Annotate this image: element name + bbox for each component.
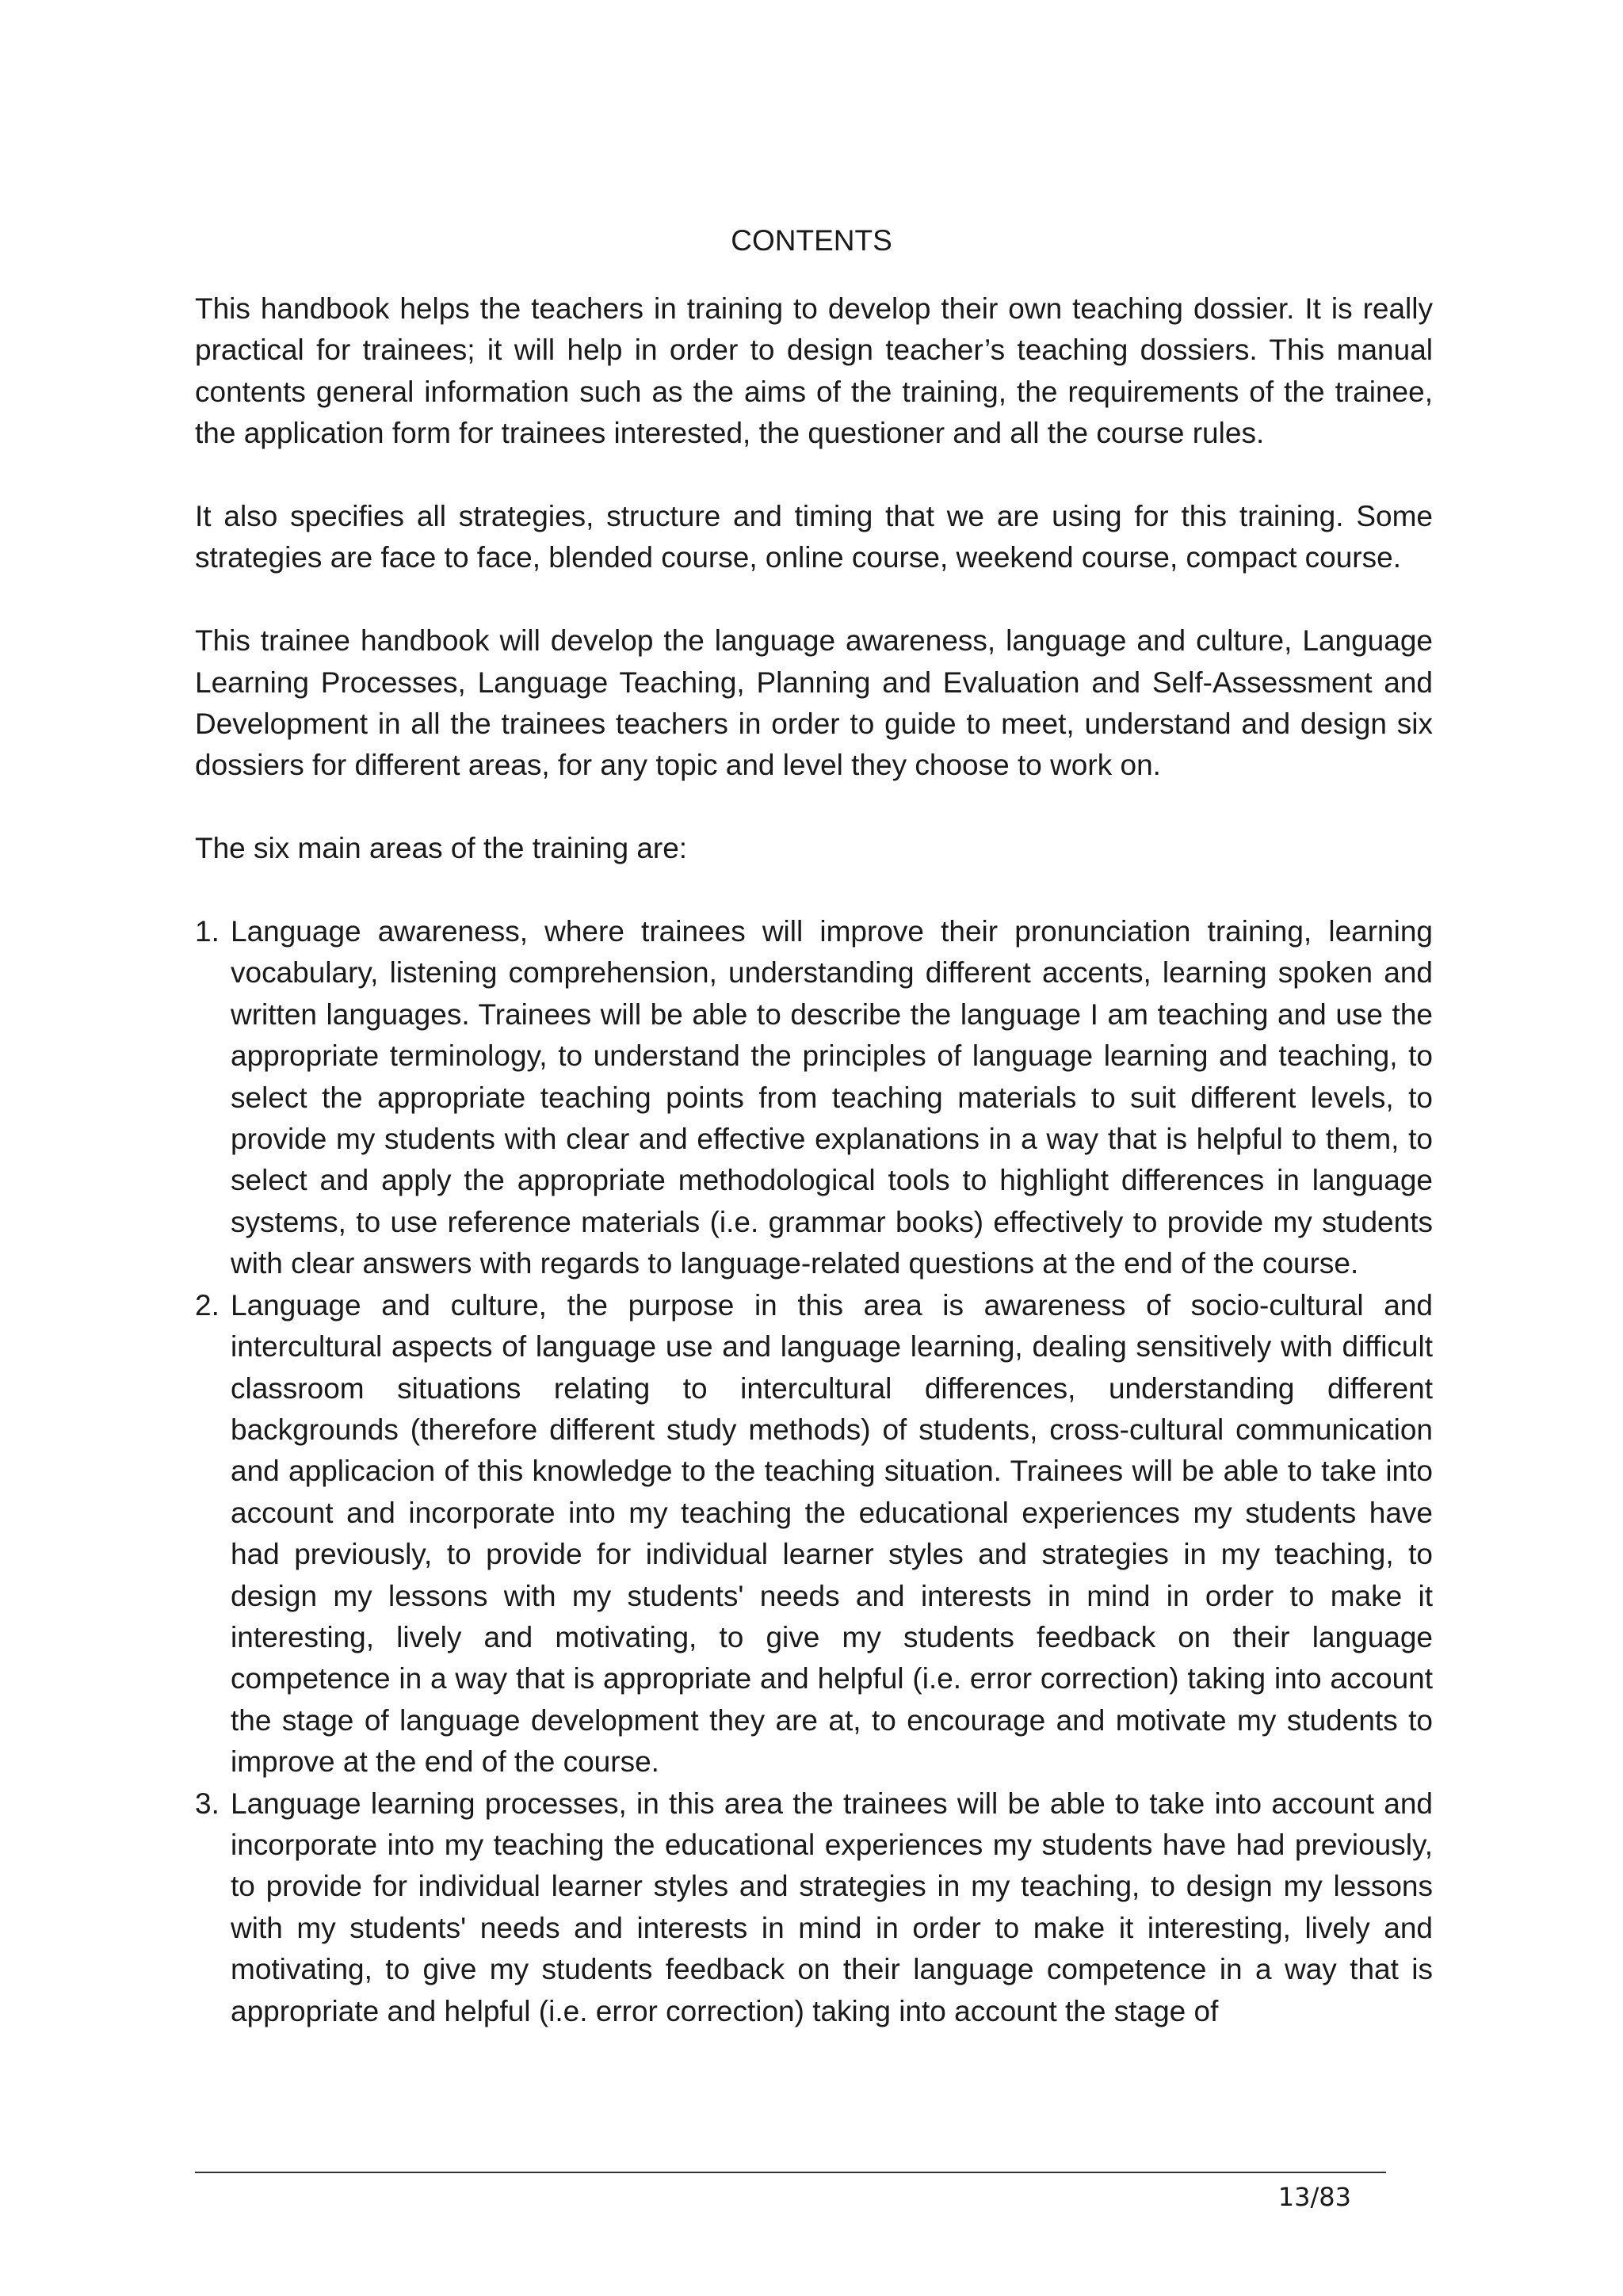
list-item-number: 1. [195, 915, 220, 948]
list-item [195, 1285, 1433, 1783]
page-number: 13/83 [1277, 2182, 1351, 2212]
list-item-text: Language learning processes, in this area the trainees will be able to take into account and incorporate into my teaching the educational experiences my students have had previously, to provide for individual learner styles and strategies in my teaching, to design my lessons with my students' needs and interests in mind in order to make it interesting, lively and motivating, to give my students feedback on their language competence in a way that is appropriate and helpful (i.e. error correction) taking into account the stage of [231, 1787, 1433, 2027]
page-title: CONTENTS [731, 224, 892, 257]
list-item-text: Language awareness, where trainees will improve their pronunciation training, learning vocabulary, listening comprehension, understanding different accents, learning spoken and written languages. Trainees will be able to describe the language I am teaching and use the appropriate terminology, to understand the principles of language learning and teaching, to select the appropriate teaching points from teaching materials to suit different levels, to provide my students with clear and effective explanations in a way that is helpful to them, to select and apply the appropriate methodological tools to highlight differences in language systems, to use reference materials (i.e. grammar books) effectively to provide my students with clear answers with regards to language-related questions at the end of the course. [231, 915, 1433, 1280]
list-item [195, 1783, 1433, 2032]
training-areas-list [195, 911, 1433, 2032]
areas-intro: The six main areas of the training are: [195, 832, 688, 865]
development-paragraph: This trainee handbook will develop the language awareness, language and culture, Language Learning Processes, Language Teaching, Planning and Evaluation and Self-Assessment and Development in all the trainees teachers in order to guide to meet, understand and design six dossiers for different areas, for any topic and level they choose to work on. [195, 624, 1433, 782]
list-item-text: Language and culture, the purpose in this area is awareness of socio-cultural and intercultural aspects of language use and language learning, dealing sensitively with difficult classroom situations relating to intercultural differences, understanding different backgrounds (therefore different study methods) of students, cross-cultural communication and applicacion of this knowledge to the teaching situation. Trainees will be able to take into account and incorporate into my teaching the educational experiences my students have had previously, to provide for individual learner styles and strategies in my teaching, to design my lessons with my students' needs and interests in mind in order to make it interesting, lively and motivating, to give my students feedback on their language competence in a way that is appropriate and helpful (i.e. error correction) taking into account the stage of language development they are at, to encourage and motivate my students to improve at the end of the course. [231, 1288, 1433, 1779]
list-item [195, 911, 1433, 1285]
footer-divider [195, 2172, 1386, 2173]
list-item-number: 3. [195, 1787, 220, 1820]
strategies-paragraph: It also specifies all strategies, structure and timing that we are using for this training. Some strategies are face to face, blended course, online course, weekend course, compact course. [195, 500, 1433, 574]
list-item-number: 2. [195, 1288, 220, 1322]
intro-paragraph: This handbook helps the teachers in training to develop their own teaching dossier. It is really practical for trainees; it will help in order to design teacher’s teaching dossiers. This manual contents general information such as the aims of the training, the requirements of the trainee, the application form for trainees interested, the questioner and all the course rules. [195, 292, 1433, 450]
document-body [195, 288, 1433, 2032]
